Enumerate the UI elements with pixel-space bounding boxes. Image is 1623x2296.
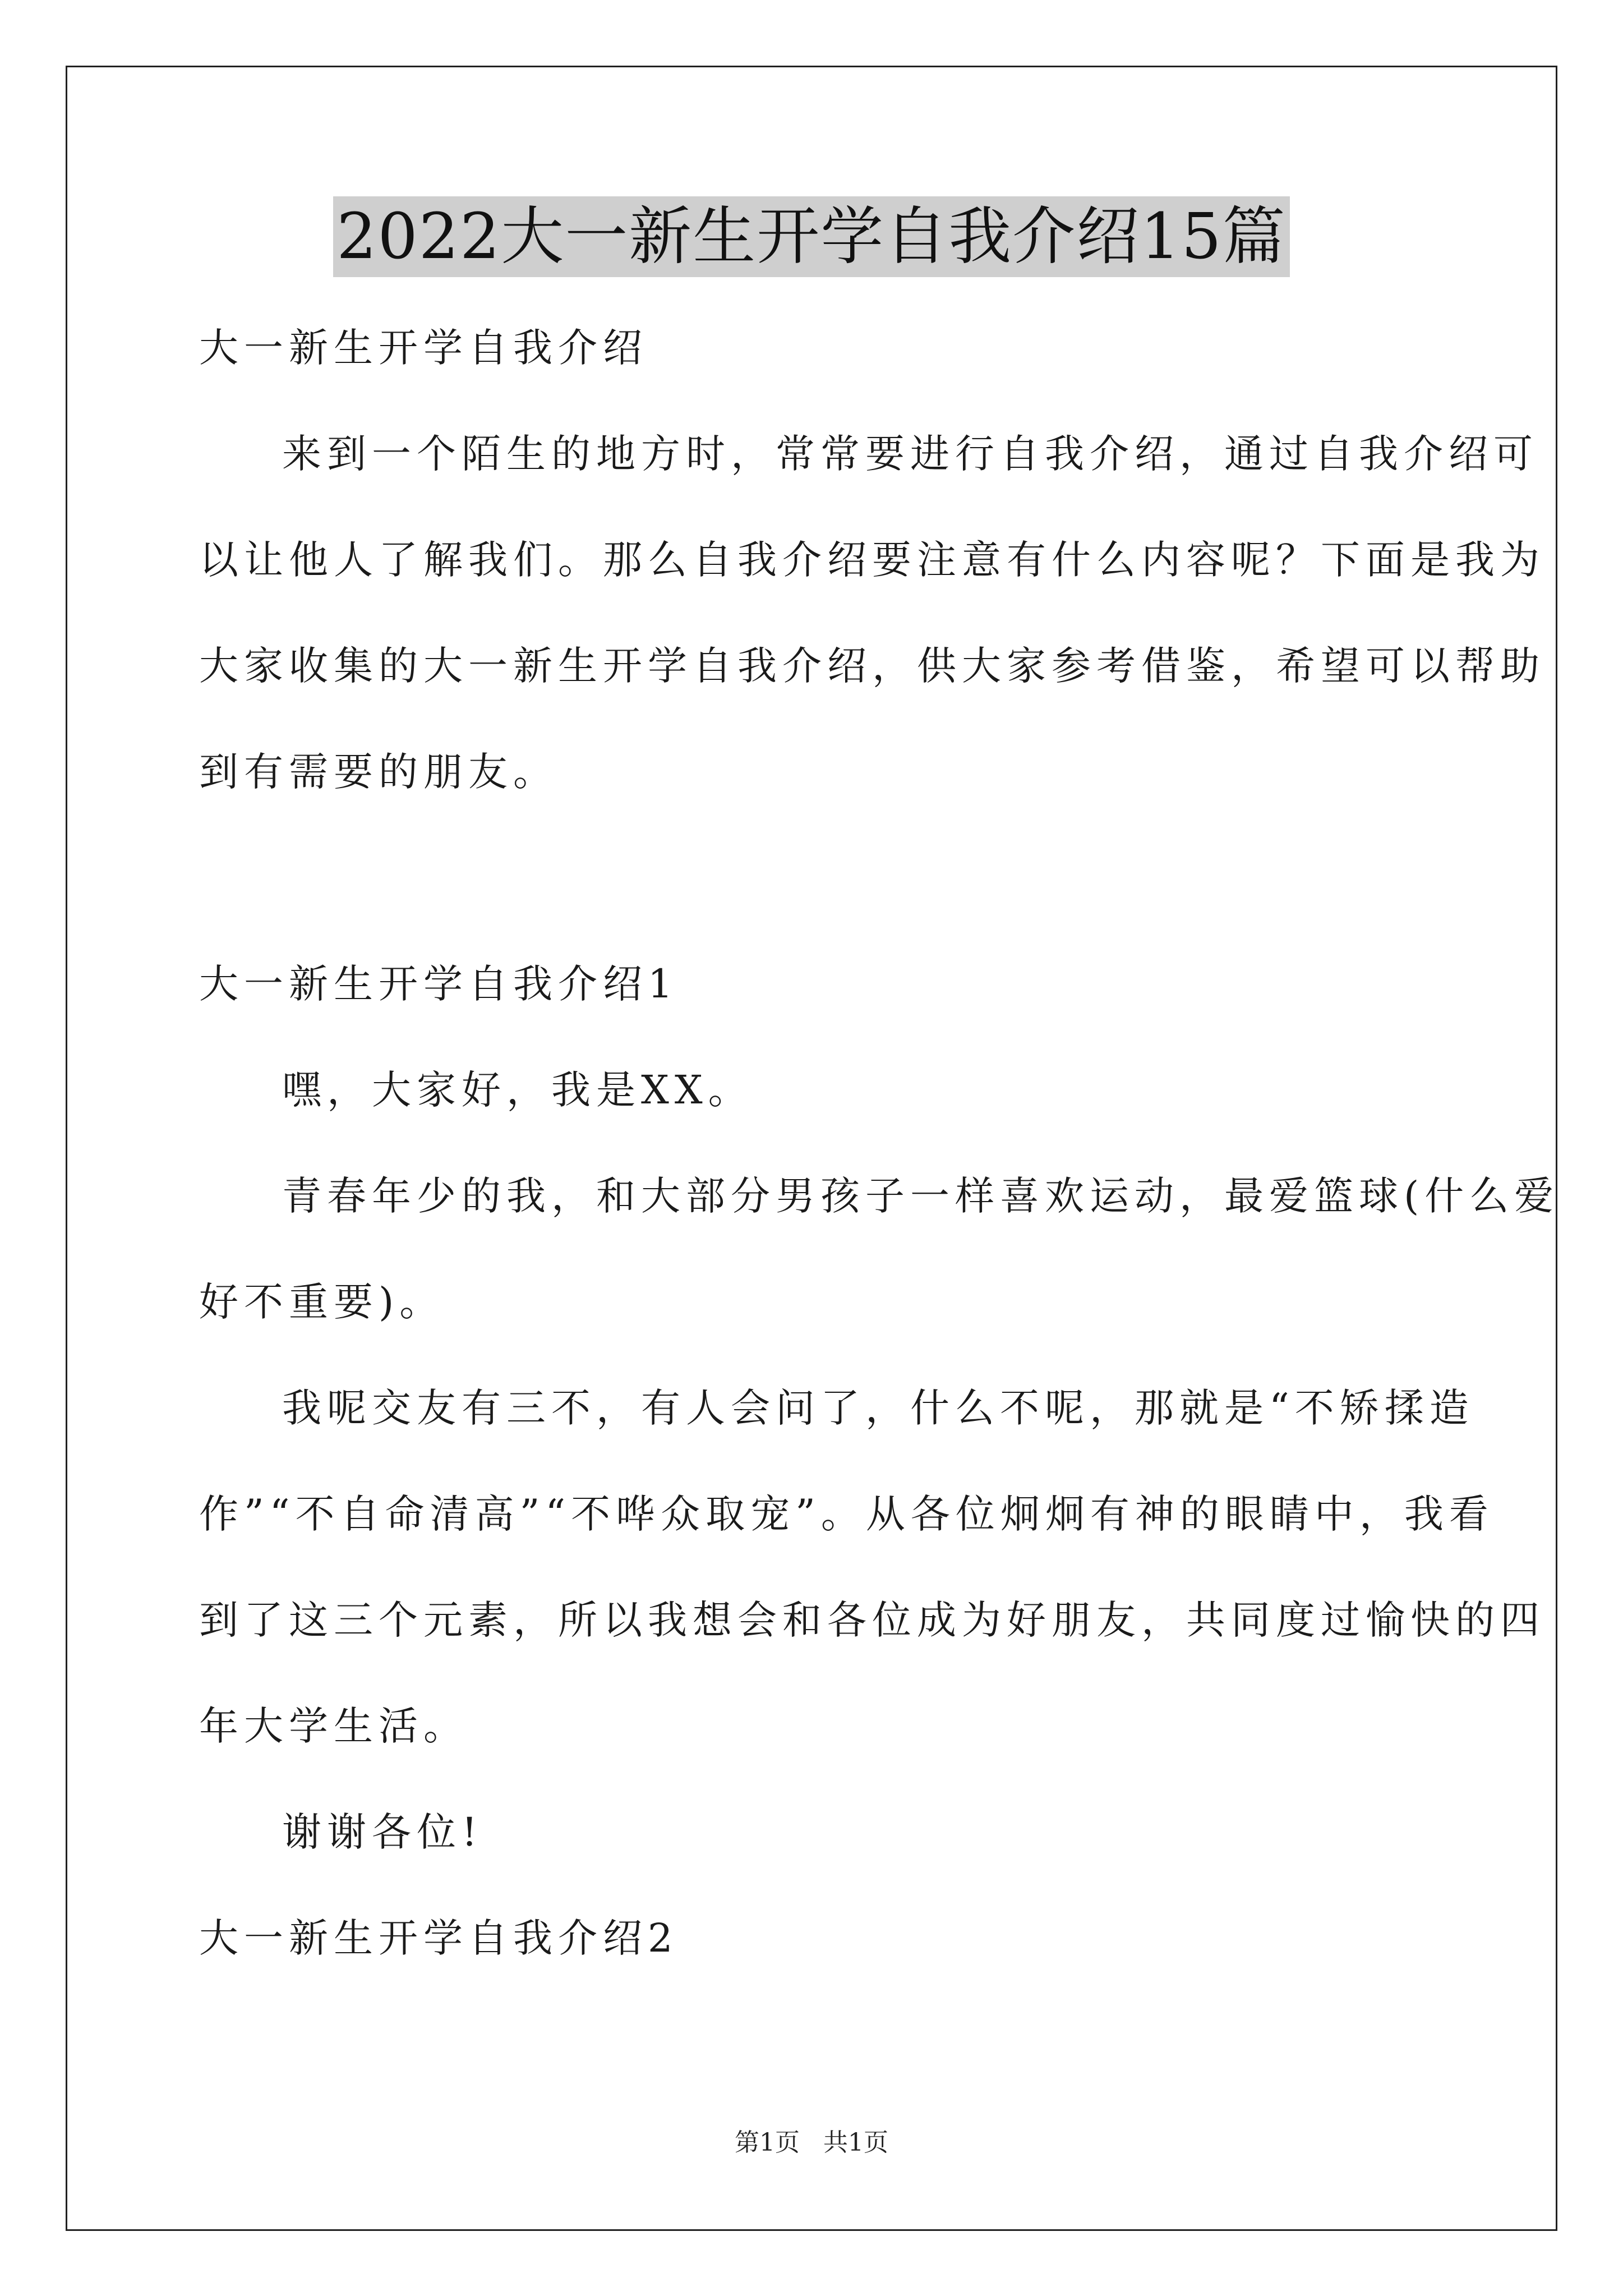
paragraph-line: 来到一个陌生的地方时，常常要进行自我介绍，通过自我介绍可 <box>282 431 1538 477</box>
paragraph-line: 以让他人了解我们。那么自我介绍要注意有什么内容呢？下面是我为 <box>199 537 1545 583</box>
section-heading-2: 大一新生开学自我介绍2 <box>199 1915 679 1961</box>
section-heading-intro: 大一新生开学自我介绍 <box>199 325 648 371</box>
document-title: 2022大一新生开学自我介绍15篇 <box>333 196 1290 277</box>
title-block <box>0 196 1623 277</box>
section-heading-1: 大一新生开学自我介绍1 <box>199 961 679 1007</box>
paragraph-line: 到了这三个元素，所以我想会和各位成为好朋友，共同度过愉快的四 <box>199 1597 1545 1643</box>
paragraph-line: 大家收集的大一新生开学自我介绍，供大家参考借鉴，希望可以帮助 <box>199 643 1545 689</box>
paragraph-line: 嘿，大家好，我是XX。 <box>282 1067 753 1113</box>
page-number-footer: 第1页 共1页 <box>735 2128 888 2157</box>
blank-line <box>199 836 1427 942</box>
paragraph-line: 青春年少的我，和大部分男孩子一样喜欢运动，最爱篮球(什么爱 <box>282 1173 1560 1219</box>
paragraph-line: 我呢交友有三不，有人会问了，什么不呢，那就是“不矫揉造 <box>282 1385 1474 1431</box>
paragraph-line: 好不重要)。 <box>199 1279 445 1325</box>
paragraph-line: 谢谢各位! <box>282 1809 483 1855</box>
paragraph-line: 作”“不自命清高”“不哗众取宠”。从各位炯炯有神的眼睛中，我看 <box>199 1491 1494 1537</box>
paragraph-line: 到有需要的朋友。 <box>199 749 558 795</box>
paragraph-line: 年大学生活。 <box>199 1703 468 1749</box>
document-body <box>199 306 1560 2002</box>
